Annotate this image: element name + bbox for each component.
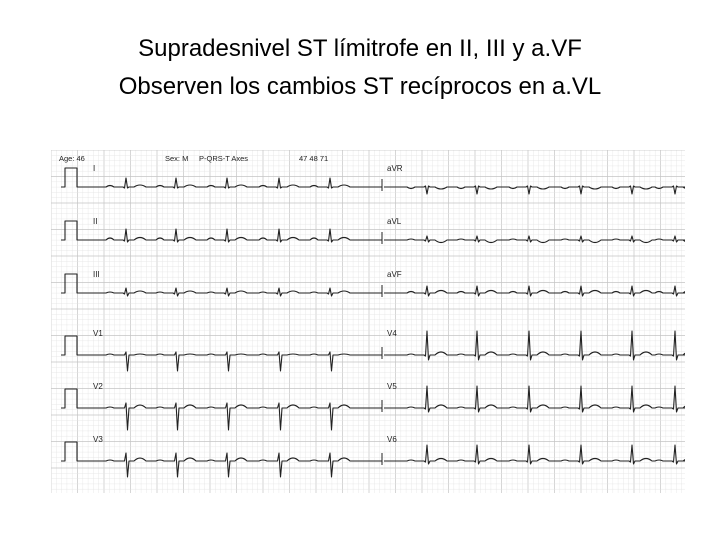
lead-label-ii: II: [93, 217, 98, 226]
lead-label-iii: III: [93, 270, 100, 279]
ecg-trace-avf: [384, 286, 685, 296]
lead-label-avf: aVF: [387, 270, 402, 279]
slide-title-line-1: Supradesnivel ST límitrofe en II, III y a.VF: [138, 35, 582, 62]
ecg-axes-values: 47 48 71: [299, 154, 329, 163]
lead-label-avr: aVR: [387, 164, 403, 173]
ecg-trace-avl: [384, 236, 685, 243]
lead-label-v4: V4: [387, 329, 397, 338]
lead-label-v2: V2: [93, 382, 103, 391]
slide-title-line-2: Observen los cambios ST recíprocos en a.VL: [118, 73, 602, 100]
ecg-tracing: [51, 150, 685, 493]
lead-label-avl: aVL: [387, 217, 402, 226]
lead-label-v3: V3: [93, 435, 103, 444]
lead-label-v6: V6: [387, 435, 397, 444]
ecg-axes-label: P-QRS-T Axes: [199, 154, 249, 163]
ecg-trace-v6: [384, 445, 685, 464]
ecg-age-label: Age: 46: [59, 154, 85, 163]
ecg-grid: [51, 150, 685, 493]
lead-label-v5: V5: [387, 382, 397, 391]
ecg-sex-label: Sex: M: [165, 154, 189, 163]
lead-label-i: I: [93, 164, 96, 173]
lead-label-v1: V1: [93, 329, 103, 338]
